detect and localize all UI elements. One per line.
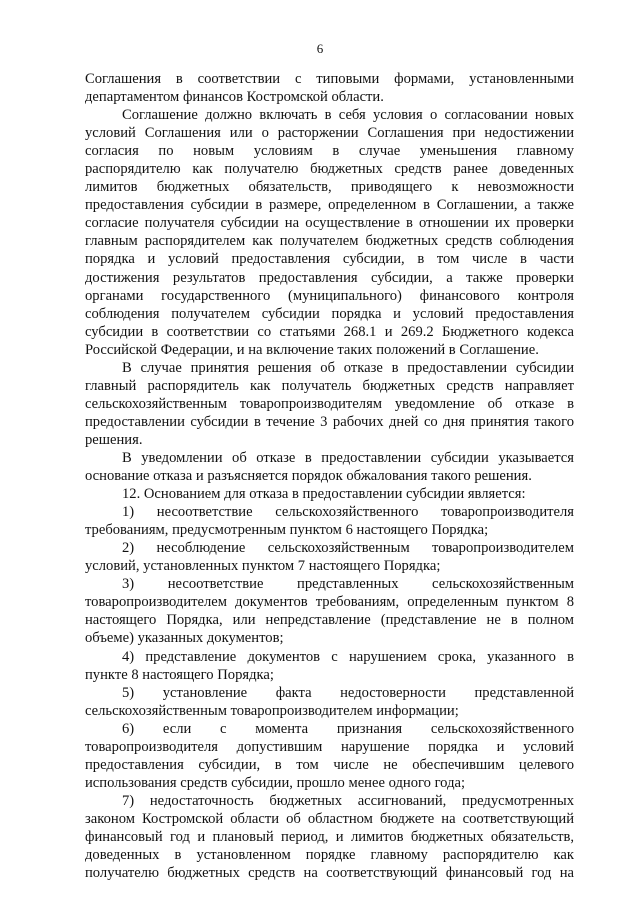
text-line: порядка и условий предоставления субсидии, в том числе в части	[85, 251, 574, 268]
text-line: предоставления субсидии в размере, определенном в Соглашении, а также	[85, 197, 574, 214]
text-line: 12. Основанием для отказа в предоставлении субсидии является:	[122, 486, 526, 503]
body-text	[85, 70, 574, 882]
text-line: товаропроизводителя допустившим нарушение порядка и условий	[85, 738, 574, 755]
text-line: достижения результатов предоставления субсидии, а также проверки	[85, 269, 574, 286]
text-line: основание отказа и разъясняется порядок обжалования такого решения.	[85, 468, 532, 485]
text-line: В уведомлении об отказе в предоставлении субсидии указывается	[122, 449, 574, 466]
text-line: согласие получателя субсидии на осуществление в отношении их проверки	[85, 215, 574, 232]
text-line: 6) если с момента признания сельскохозяйственного	[122, 720, 574, 737]
text-line: Соглашение должно включать в себя условия о согласовании новых	[122, 107, 574, 124]
text-line: 3) несоответствие представленных сельскохозяйственным	[122, 576, 574, 593]
text-line: распорядителю как получателю бюджетных средств ранее доведенных	[85, 161, 574, 178]
text-line: В случае принятия решения об отказе в предоставлении субсидии	[122, 359, 574, 376]
text-line: департаментом финансов Костромской области.	[85, 89, 384, 106]
text-line: Соглашения в соответствии с типовыми формами, установленными	[85, 71, 574, 87]
text-line: субсидии в соответствии со статьями 268.1 и 269.2 Бюджетного кодекса	[85, 323, 574, 340]
text-line: пункте 8 настоящего Порядка;	[85, 666, 274, 683]
text-line: объеме) указанных документов;	[85, 630, 284, 647]
text-line: получателю бюджетных средств на соответствующий финансовый год на	[85, 865, 574, 882]
text-line: сельскохозяйственным товаропроизводителям уведомление об отказе в	[85, 395, 574, 412]
text-line: органами государственного (муниципального) финансового контроля	[85, 287, 574, 304]
text-line: условий Соглашения или о расторжении Соглашения при недостижении	[85, 125, 574, 142]
text-line: лимитов бюджетных обязательств, приводящего к невозможности	[85, 179, 574, 196]
text-line: финансовый год и плановый период, и лимитов бюджетных обязательств,	[85, 828, 574, 845]
text-line: требованиям, предусмотренным пунктом 6 настоящего Порядка;	[85, 522, 489, 539]
text-line: настоящего Порядка, или непредставление (представление не в полном	[85, 612, 574, 629]
text-line: главный распорядитель как получатель бюджетных средств направляет	[85, 377, 574, 394]
text-line: 4) представление документов с нарушением срока, указанного в	[122, 648, 574, 665]
text-line: 7) недостаточность бюджетных ассигнований, предусмотренных	[122, 792, 574, 809]
text-line: условий, установленных пунктом 7 настоящего Порядка;	[85, 558, 441, 575]
text-line: главным распорядителем как получателем бюджетных средств соблюдения	[85, 233, 574, 250]
text-line: предоставлении субсидии в течение 3 рабочих дней со дня принятия такого	[85, 413, 574, 430]
text-line: Российской Федерации, и на включение таких положений в Соглашение.	[85, 341, 539, 358]
text-line: сельскохозяйственным товаропроизводителем информации;	[85, 702, 459, 719]
text-line: доведенных в установленном порядке главному распорядителю как	[85, 847, 574, 864]
text-line: соблюдения получателем субсидии порядка и условий предоставления	[85, 305, 574, 322]
text-line: предоставления субсидии, в том числе не обеспечившим целевого	[85, 756, 574, 773]
text-line: 5) установление факта недостоверности представленной	[122, 684, 574, 701]
text-line: использования средств субсидии, прошло менее одного года;	[85, 774, 466, 791]
page-number: 6	[316, 41, 324, 56]
text-line: согласия по новым условиям в случае уменьшения главному	[85, 143, 574, 160]
text-line: законом Костромской области об областном бюджете на соответствующий	[85, 810, 574, 827]
text-line: товаропроизводителем документов требованиям, определенным пунктом 8	[85, 594, 574, 611]
text-line: 2) несоблюдение сельскохозяйственным товаропроизводителем	[122, 540, 574, 557]
text-line: решения.	[85, 431, 143, 448]
text-line: 1) несоответствие сельскохозяйственного товаропроизводителя	[122, 504, 574, 521]
